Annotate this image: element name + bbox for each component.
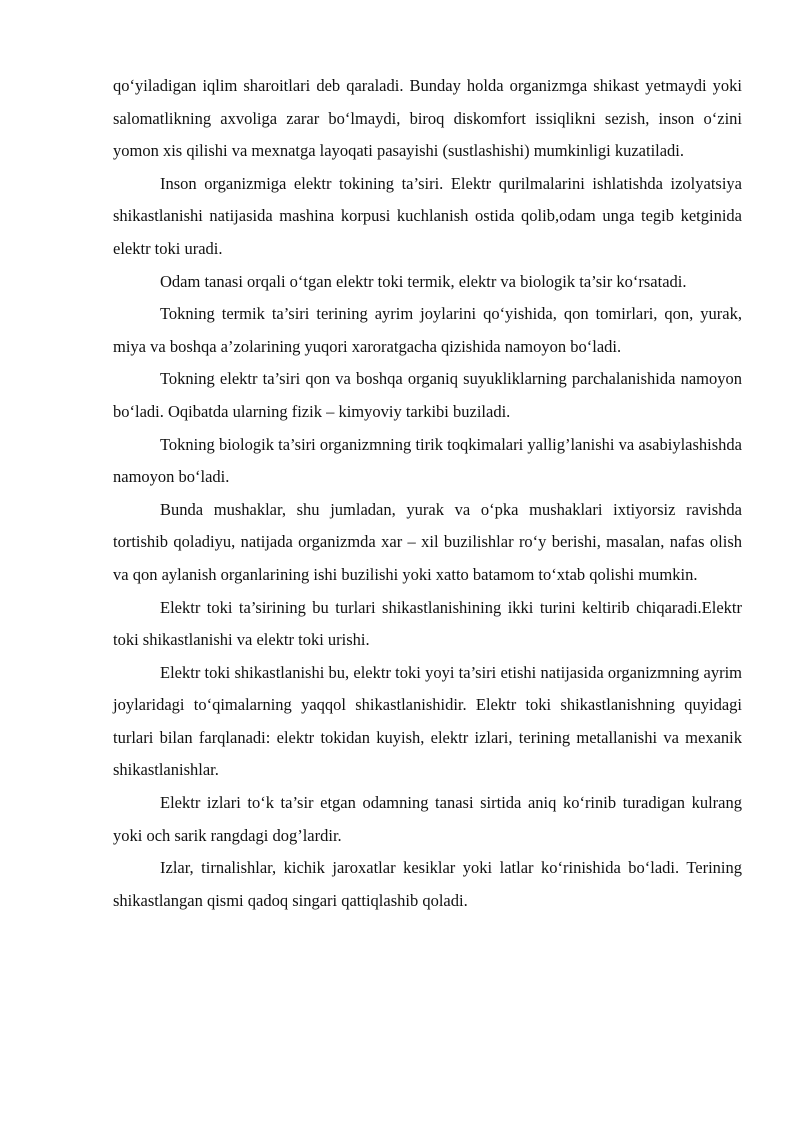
paragraph-electrical-effect: Tokning elektr ta’siri qon va boshqa organiq suyukliklarning parchalanishida namoyon bo‘ladi. Oqibatda ularning fizik – kimyoviy tarkibi buziladi.	[113, 369, 742, 421]
paragraph-injury-types: Elektr toki ta’sirining bu turlari shikastlanishining ikki turini keltirib chiqaradi.Elektr toki shikastlanishi va elektr toki urishi.	[113, 597, 742, 650]
paragraph-electrical-injury: Elektr toki shikastlanishi bu, elektr toki yoyi ta’siri etishi natijasida organizmning ayrim joylaridagi to‘qimalarning yaqqol shikastlanishidir. Elektr toki shikastlanishning quyidagi turlari bilan farqlanadi: elektr tokidan kuyish, elektr izlari, terining metallanishi va mexanik shikastlanishlar.	[113, 662, 742, 780]
paragraph-electric-current-effect: Inson organizmiga elektr tokining ta’siri. Elektr qurilmalarini ishlatishda izolyatsiya shikastlanishi natijasida mashina korpusi kuchlanish ostida qolib,odam unga tegib ketginida elektr toki uradi.	[113, 173, 742, 258]
paragraph-muscle-contraction: Bunda mushaklar, shu jumladan, yurak va o‘pka mushaklari ixtiyorsiz ravishda tortishib qoladiyu, natijada organizmda xar – xil buzilishlar ro‘y berishi, masalan, nafas olish va qon aylanish organlarining ishi buzilishi yoki xatto batamom to‘xtab qolishi mumkin.	[113, 499, 742, 584]
document-page	[113, 70, 742, 917]
paragraph-current-effects-types: Odam tanasi orqali o‘tgan elektr toki termik, elektr va biologik ta’sir ko‘rsatadi.	[160, 271, 687, 291]
paragraph-continuation: qo‘yiladigan iqlim sharoitlari deb qaraladi. Bunday holda organizmga shikast yetmaydi yoki salomatlikning axvoliga zarar bo‘lmaydi, biroq diskomfort issiqlikni sezish, inson o‘zini yomon xis qilishi va mexnatga layoqati pasayishi (sustlashishi) mumkinligi kuzatiladi.	[113, 76, 742, 161]
paragraph-electric-marks: Elektr izlari to‘k ta’sir etgan odamning tanasi sirtida aniq ko‘rinib turadigan kulrang yoki och sarik rangdagi dog’lardir.	[113, 793, 742, 845]
paragraph-thermal-effect: Tokning termik ta’siri terining ayrim joylarini qo‘yishida, qon tomirlari, qon, yurak, miya va boshqa a’zolarining yuqori xaroratgacha qizishida namoyon bo‘ladi.	[113, 304, 742, 356]
paragraph-biological-effect: Tokning biologik ta’siri organizmning tirik toqkimalari yallig’lanishi va asabiylashishda namoyon bo‘ladi.	[113, 434, 742, 487]
paragraph-marks-appearance: Izlar, tirnalishlar, kichik jaroxatlar kesiklar yoki latlar ko‘rinishida bo‘ladi. Terining shikastlangan qismi qadoq singari qattiqlashib qoladi.	[113, 858, 742, 910]
